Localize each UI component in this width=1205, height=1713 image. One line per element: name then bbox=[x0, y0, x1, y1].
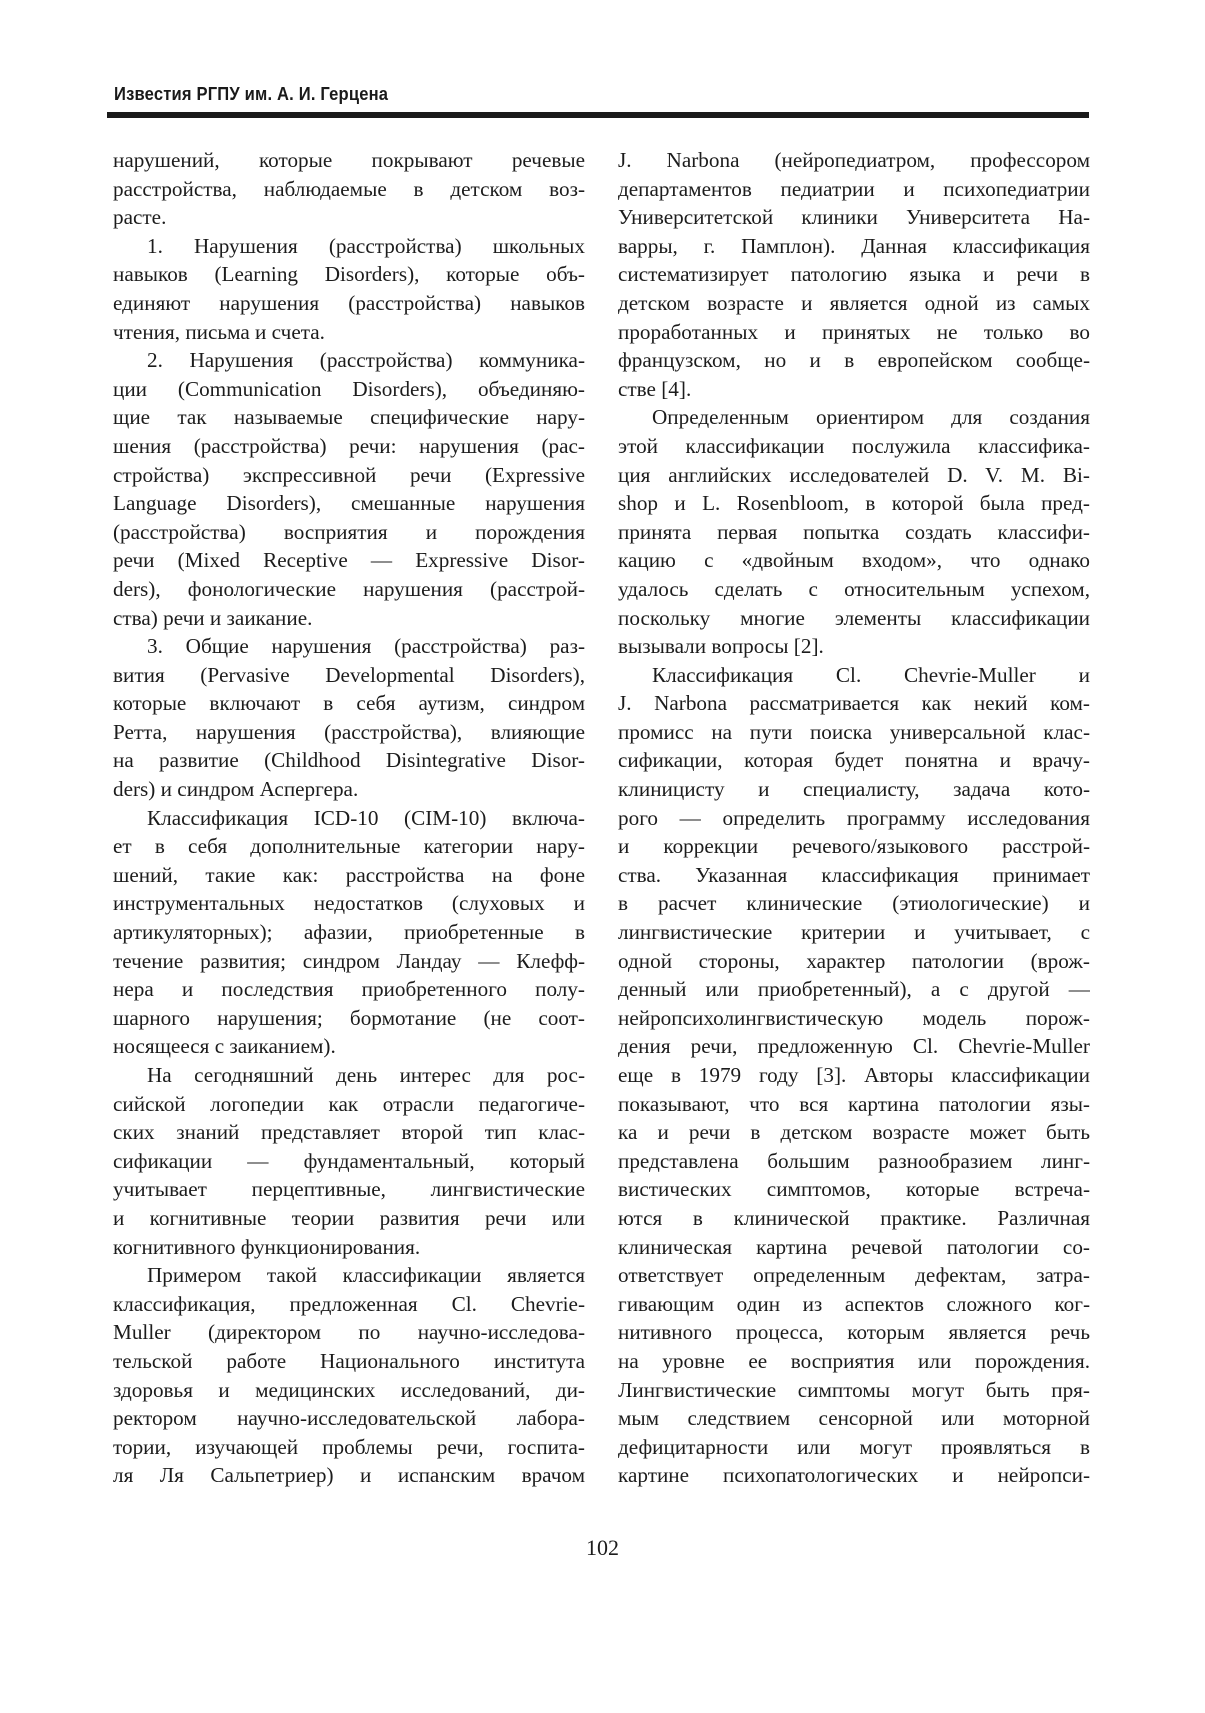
text-line: ля Ля Сальпетриер) и испанским врачом bbox=[113, 1463, 585, 1488]
text-line: денный или приобретенный), а с другой — bbox=[618, 977, 1090, 1002]
left-column bbox=[113, 146, 585, 1490]
text-line: кацию с «двойным входом», что однако bbox=[618, 548, 1090, 573]
text-line: принята первая попытка создать классифи- bbox=[618, 519, 1090, 544]
text-line: J. Narbona рассматривается как некий ком- bbox=[618, 691, 1090, 716]
text-line: этой классификации послужила классифика- bbox=[618, 433, 1090, 458]
text-line: Определенным ориентиром для создания bbox=[652, 405, 1090, 430]
text-line: рого — определить программу исследования bbox=[618, 805, 1090, 830]
text-line: 3. Общие нарушения (расстройства) раз- bbox=[147, 634, 585, 659]
text-line: Ретта, нарушения (расстройства), влияющие bbox=[113, 719, 585, 744]
text-line: Muller (директором по научно-исследова- bbox=[113, 1320, 585, 1345]
text-line: здоровья и медицинских исследований, ди- bbox=[113, 1377, 585, 1402]
text-line: ции (Communication Disorders), объединяю- bbox=[113, 376, 585, 401]
text-line: вития (Pervasive Developmental Disorders), bbox=[113, 662, 585, 687]
text-line: 2. Нарушения (расстройства) коммуника- bbox=[147, 348, 585, 373]
text-line: расте. bbox=[113, 205, 167, 230]
text-line: сификации, которая будет понятна и врачу- bbox=[618, 748, 1090, 773]
text-line: классификация, предложенная Cl. Chevrie- bbox=[113, 1291, 585, 1316]
text-line: учитывает перцептивные, лингвистические bbox=[113, 1177, 585, 1202]
text-line: течение развития; синдром Ландау — Клефф- bbox=[113, 948, 585, 973]
text-line: детском возрасте и является одной из самых bbox=[618, 290, 1090, 315]
text-line: единяют нарушения (расстройства) навыков bbox=[113, 290, 585, 315]
text-line: систематизирует патологию языка и речи в bbox=[618, 262, 1090, 287]
text-line: вистических симптомов, которые встреча- bbox=[618, 1177, 1090, 1202]
text-line: тельской работе Национального института bbox=[113, 1348, 585, 1373]
journal-title: Известия РГПУ им. А. И. Герцена bbox=[114, 84, 389, 104]
text-line: щие так называемые специфические нару- bbox=[113, 405, 585, 430]
text-line: Примером такой классификации является bbox=[147, 1263, 585, 1288]
text-line: артикуляторных); афазии, приобретенные в bbox=[113, 920, 585, 945]
text-line: инструментальных недостатков (слуховых и bbox=[113, 891, 585, 916]
text-line: shop и L. Rosenbloom, в которой была пред- bbox=[618, 491, 1090, 516]
text-line: шарного нарушения; бормотание (не соот- bbox=[113, 1005, 585, 1030]
text-line: ректором научно-исследовательской лабора- bbox=[113, 1406, 585, 1431]
text-line: ders), фонологические нарушения (расстрой- bbox=[113, 576, 585, 601]
text-line: Университетской клиники Университета На- bbox=[618, 205, 1090, 230]
text-line: нарушений, которые покрывают речевые bbox=[113, 148, 585, 172]
text-line: французском, но и в европейском сообще- bbox=[618, 348, 1090, 373]
text-line: дефицитарности или могут проявляться в bbox=[618, 1434, 1090, 1459]
text-line: мым следствием сенсорной или моторной bbox=[618, 1406, 1090, 1431]
text-line: и когнитивные теории развития речи или bbox=[113, 1205, 585, 1230]
text-line: шений, такие как: расстройства на фоне bbox=[113, 862, 585, 887]
text-line: ства) речи и заикание. bbox=[113, 605, 313, 630]
text-line: На сегодняшний день интерес для рос- bbox=[147, 1063, 585, 1087]
text-line: сийской логопедии как отрасли педагогиче- bbox=[113, 1091, 585, 1116]
text-line: на развитие (Childhood Disintegrative Disor- bbox=[113, 748, 585, 773]
text-line: носящееся с заиканием). bbox=[113, 1034, 336, 1059]
text-line: картине психопатологических и нейропси- bbox=[618, 1463, 1090, 1488]
text-line: когнитивного функционирования. bbox=[113, 1234, 421, 1259]
text-line: клиническая картина речевой патологии со- bbox=[618, 1234, 1090, 1259]
text-line: на уровне ее восприятия или порождения. bbox=[618, 1348, 1090, 1373]
text-line: еще в 1979 году [3]. Авторы классификации bbox=[618, 1063, 1090, 1087]
text-line: ответствует определенным дефектам, затра- bbox=[618, 1263, 1090, 1288]
text-line: Лингвистические симптомы могут быть пря- bbox=[618, 1377, 1090, 1402]
text-line: показывают, что вся картина патологии язы- bbox=[618, 1091, 1090, 1116]
text-line: ских знаний представляет второй тип клас- bbox=[113, 1120, 585, 1145]
text-line: чтения, письма и счета. bbox=[113, 319, 325, 344]
text-line: одной стороны, характер патологии (врож- bbox=[618, 948, 1090, 973]
text-line: нера и последствия приобретенного полу- bbox=[113, 977, 585, 1002]
text-line: навыков (Learning Disorders), которые объ- bbox=[113, 262, 585, 287]
text-line: ются в клинической практике. Различная bbox=[618, 1205, 1090, 1230]
text-line: ders) и синдром Аспергера. bbox=[113, 777, 359, 802]
text-line: промисс на пути поиска универсальной клас- bbox=[618, 719, 1090, 744]
text-line: департаментов педиатрии и психопедиатрии bbox=[618, 176, 1090, 201]
text-line: поскольку многие элементы классификации bbox=[618, 605, 1090, 630]
text-line: ства. Указанная классификация принимает bbox=[618, 862, 1090, 887]
text-line: J. Narbona (нейропедиатром, профессором bbox=[618, 148, 1090, 172]
text-line: и коррекции речевого/языкового расстрой- bbox=[618, 834, 1090, 859]
text-line: Language Disorders), смешанные нарушения bbox=[113, 491, 585, 516]
text-line: ет в себя дополнительные категории нару- bbox=[113, 834, 585, 859]
text-line: Классификация ICD-10 (CIM-10) включа- bbox=[147, 805, 585, 830]
text-line: которые включают в себя аутизм, синдром bbox=[113, 691, 585, 716]
text-line: тории, изучающей проблемы речи, госпита- bbox=[113, 1434, 585, 1459]
text-line: (расстройства) восприятия и порождения bbox=[113, 519, 585, 544]
page-number: 102 bbox=[586, 1535, 619, 1560]
header-rule bbox=[107, 112, 1089, 118]
text-line: 1. Нарушения (расстройства) школьных bbox=[147, 233, 585, 258]
text-line: нейропсихолингвистическую модель порож- bbox=[618, 1005, 1090, 1030]
text-line: представлена большим разнообразием линг- bbox=[618, 1148, 1090, 1173]
text-line: лингвистические критерии и учитывает, с bbox=[618, 920, 1090, 945]
text-line: речи (Mixed Receptive — Expressive Disor- bbox=[113, 548, 585, 573]
text-line: стве [4]. bbox=[618, 376, 692, 401]
text-line: вызывали вопросы [2]. bbox=[618, 634, 824, 659]
text-line: проработанных и принятых не только во bbox=[618, 319, 1090, 344]
text-line: ка и речи в детском возрасте может быть bbox=[618, 1120, 1090, 1145]
text-line: варры, г. Памплон). Данная классификация bbox=[618, 233, 1090, 258]
text-line: гивающим один из аспектов сложного ког- bbox=[618, 1291, 1090, 1316]
text-line: ция английских исследователей D. V. M. Bi- bbox=[618, 462, 1090, 487]
text-line: стройства) экспрессивной речи (Expressive bbox=[113, 462, 585, 487]
text-line: дения речи, предложенную Cl. Chevrie-Muller bbox=[618, 1034, 1090, 1059]
text-line: шения (расстройства) речи: нарушения (рас- bbox=[113, 433, 585, 458]
text-line: клиницисту и специалисту, задача кото- bbox=[618, 777, 1090, 802]
right-column bbox=[618, 146, 1090, 1490]
text-line: в расчет клинические (этиологические) и bbox=[618, 891, 1090, 916]
text-line: Классификация Cl. Chevrie-Muller и bbox=[652, 662, 1090, 687]
text-line: сификации — фундаментальный, который bbox=[113, 1148, 585, 1173]
text-line: нитивного процесса, которым является речь bbox=[618, 1320, 1090, 1345]
text-line: удалось сделать с относительным успехом, bbox=[618, 576, 1090, 601]
text-line: расстройства, наблюдаемые в детском воз- bbox=[113, 176, 585, 201]
